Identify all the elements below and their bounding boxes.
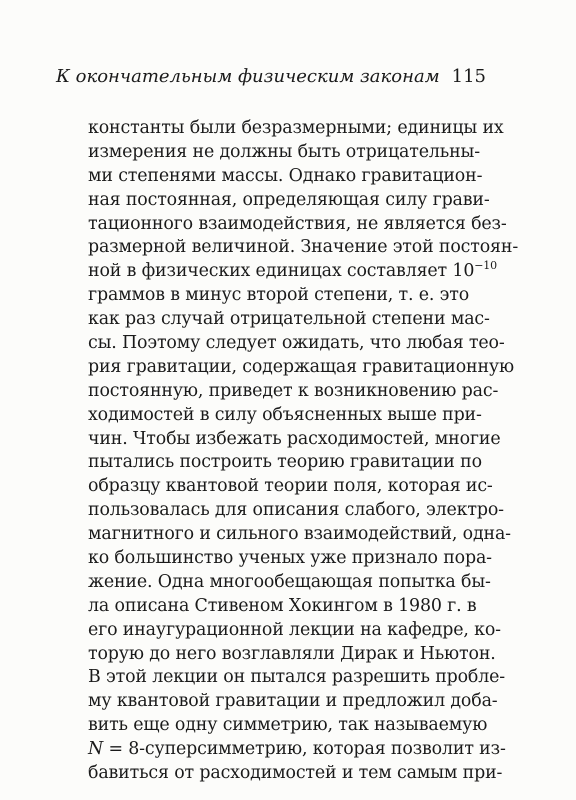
text-line: тационного взаимодействия, не является без- bbox=[88, 213, 507, 234]
text-line: пользовалась для описания слабого, электро- bbox=[88, 500, 504, 521]
text-segment: -суперсимметрию, которая позволит из- bbox=[139, 739, 506, 760]
text-line-with-formula bbox=[88, 738, 506, 762]
text-line: В этой лекции он пытался разрешить пробле- bbox=[88, 667, 506, 688]
text-line-with-exponent bbox=[88, 259, 497, 284]
text-line: ко большинство ученых уже признало пора- bbox=[88, 548, 492, 569]
page-number: 115 bbox=[451, 66, 486, 87]
text-line: размерной величиной. Значение этой постоян- bbox=[88, 237, 519, 258]
body-text bbox=[88, 117, 519, 786]
running-header bbox=[0, 66, 486, 88]
formula-variable: N bbox=[88, 739, 104, 760]
running-title: К окончательным физическим законам bbox=[55, 66, 440, 87]
text-line: постоянную, приведет к возникновению рас- bbox=[88, 380, 499, 401]
text-line: сы. Поэтому следует ожидать, что любая тео- bbox=[88, 333, 505, 354]
text-line: пытались построить теорию гравитации по bbox=[88, 452, 482, 473]
text-line: константы были безразмерными; единицы их bbox=[88, 118, 504, 138]
text-line: как раз случай отрицательной степени мас- bbox=[88, 309, 490, 330]
text-line: торую до него возглавляли Дирак и Ньютон. bbox=[88, 643, 496, 664]
text-line: ла описана Стивеном Хокингом в 1980 г. в bbox=[88, 595, 477, 616]
text-line: измерения не должны быть отрицательны- bbox=[88, 141, 480, 162]
text-line: магнитного и сильного взаимодействий, одна- bbox=[88, 524, 511, 545]
text-line: ходимостей в силу объясненных выше при- bbox=[88, 404, 482, 425]
text-line: вить еще одну симметрию, так называемую bbox=[88, 715, 488, 736]
text-line: образцу квантовой теории поля, которая ис- bbox=[88, 476, 493, 497]
text-line: му квантовой гравитации и предложил доба- bbox=[88, 691, 498, 712]
text-line: ная постоянная, определяющая силу грави- bbox=[88, 189, 490, 210]
formula-value: = 8 bbox=[103, 739, 140, 760]
text-line: его инаугурационной лекции на кафедре, ко- bbox=[88, 619, 501, 640]
text-line: ми степенями массы. Однако гравитацион- bbox=[88, 165, 483, 186]
text-line: бавиться от расходимостей и тем самым при- bbox=[88, 763, 503, 784]
exponent: −10 bbox=[474, 259, 497, 273]
text-line: граммов в минус второй степени, т. е. это bbox=[88, 285, 470, 306]
text-segment: ной в физических единицах составляет 10 bbox=[88, 261, 475, 282]
text-line: жение. Одна многообещающая попытка бы- bbox=[88, 571, 491, 592]
text-line: рия гравитации, содержащая гравитационную bbox=[88, 356, 515, 377]
text-line: чин. Чтобы избежать расходимостей, многие bbox=[88, 428, 501, 449]
